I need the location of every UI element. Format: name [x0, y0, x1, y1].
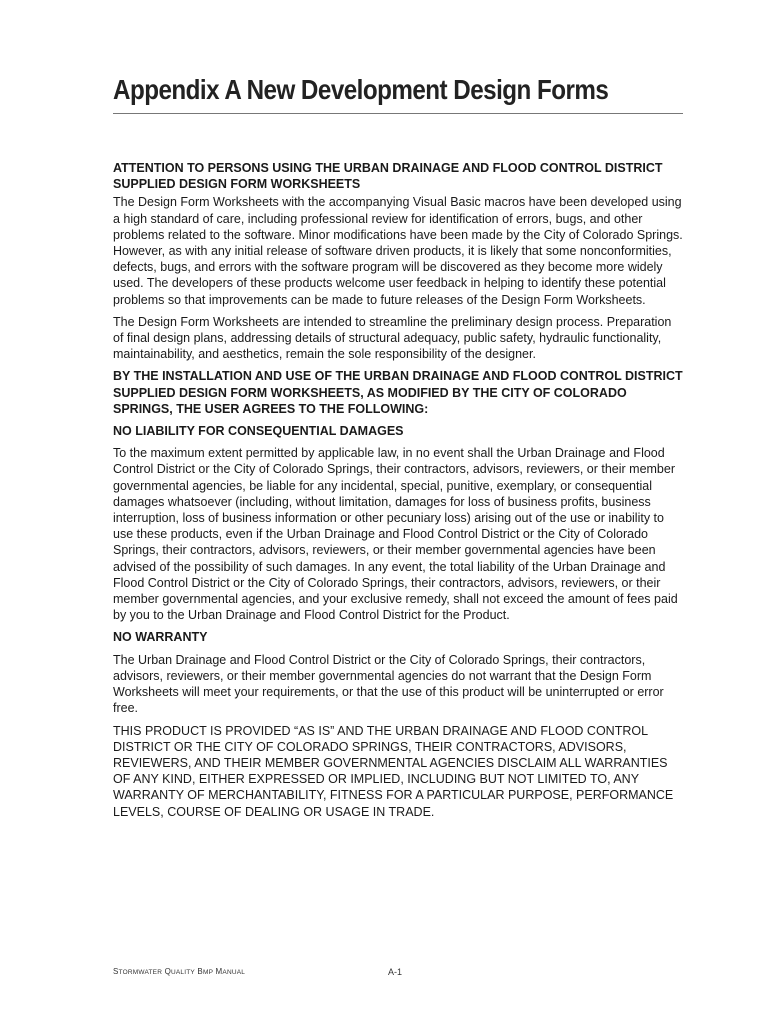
title-divider — [113, 113, 683, 114]
paragraph-purpose: The Design Form Worksheets are intended to streamline the preliminary design process. Preparation of final design plans, addressing details of structural adequacy, public safety, hydraulic functionality, maintainability, and aesthetics, remain the sole responsibility of the designer. — [113, 314, 672, 362]
paragraph-warranty: The Urban Drainage and Flood Control District or the City of Colorado Springs, their contractors, advisors, reviewers, or their member governmental agencies do not warrant that the Design Form Worksheets will meet your requirements, or that the use of this product will be uninterrupted or error free. — [113, 652, 664, 716]
paragraph-liability: To the maximum extent permitted by applicable law, in no event shall the Urban Drainage and Flood Control District or the City of Colorado Springs, their contractors, advisors, reviewers, or their member governmental agencies, be liable for any incidental, special, punitive, exemplary, or consequential damages whatsoever (including, without limitation, damages for loss of business profits, business interruption, loss of business information or other pecuniary loss) arising out of the use or inability to use these products, even if the Urban Drainage and Flood Control District or the City of Colorado Springs, their contractors, advisors, reviewers, or their member governmental agencies have been advised of the possibility of such damages. In any event, the total liability of the Urban Drainage and Flood Control District or the City of Colorado Springs, their contractors, advisors, reviewers, or their member governmental agencies, and your exclusive remedy, shall not exceed the amount of fees paid by you to the Urban Drainage and Flood Control District for the Product. — [113, 446, 678, 623]
paragraph-as-is: THIS PRODUCT IS PROVIDED “AS IS” AND THE URBAN DRAINAGE AND FLOOD CONTROL DISTRICT OR THE CITY OF COLORADO SPRINGS, THEIR CONTRACTORS, ADVISORS, REVIEWERS, AND THEIR MEMBER GOVERNMENTAL AGENCIES DISCLAIM ALL WARRANTIES OF ANY KIND, EITHER EXPRESSED OR IMPLIED, INCLUDING BUT NOT LIMITED TO, ANY WARRANTY OF MERCHANTABILITY, FITNESS FOR A PARTICULAR PURPOSE, PERFORMANCE LEVELS, COURSE OF DEALING OR USAGE IN TRADE. — [113, 723, 674, 819]
page-title: Appendix A New Development Design Forms — [113, 74, 609, 105]
footer-manual-name — [113, 967, 245, 976]
agreement-heading: BY THE INSTALLATION AND USE OF THE URBAN DRAINAGE AND FLOOD CONTROL DISTRICT SUPPLIED DESIGN FORM WORKSHEETS, AS MODIFIED BY THE CITY OF COLORADO SPRINGS, THE USER AGREES TO THE FOLLOWING: — [113, 369, 683, 416]
no-warranty-heading: NO WARRANTY — [113, 630, 208, 645]
paragraph-intro: The Design Form Worksheets with the accompanying Visual Basic macros have been developed using a high standard of care, including professional review for identification of errors, bugs, and other problems related to the software. Minor modifications have been made by the City of Colorado Springs. However, as with any initial release of software driven products, it is likely that some nonconformities, defects, bugs, and errors with the software program will be discovered as they become more widely used. The developers of these products welcome user feedback in helping to identify these potential problems so that improvements can be made to future releases of the Design Form Worksheets. — [113, 195, 683, 307]
no-liability-heading: NO LIABILITY FOR CONSEQUENTIAL DAMAGES — [113, 424, 404, 439]
attention-heading: ATTENTION TO PERSONS USING THE URBAN DRAINAGE AND FLOOD CONTROL DISTRICT SUPPLIED DESIGN FORM WORKSHEETS — [113, 161, 663, 192]
page-content — [113, 160, 683, 826]
footer-page-number: A-1 — [388, 967, 403, 977]
footer-manual-name-text: STORMWATER QUALITY BMP MANUAL — [113, 967, 246, 976]
